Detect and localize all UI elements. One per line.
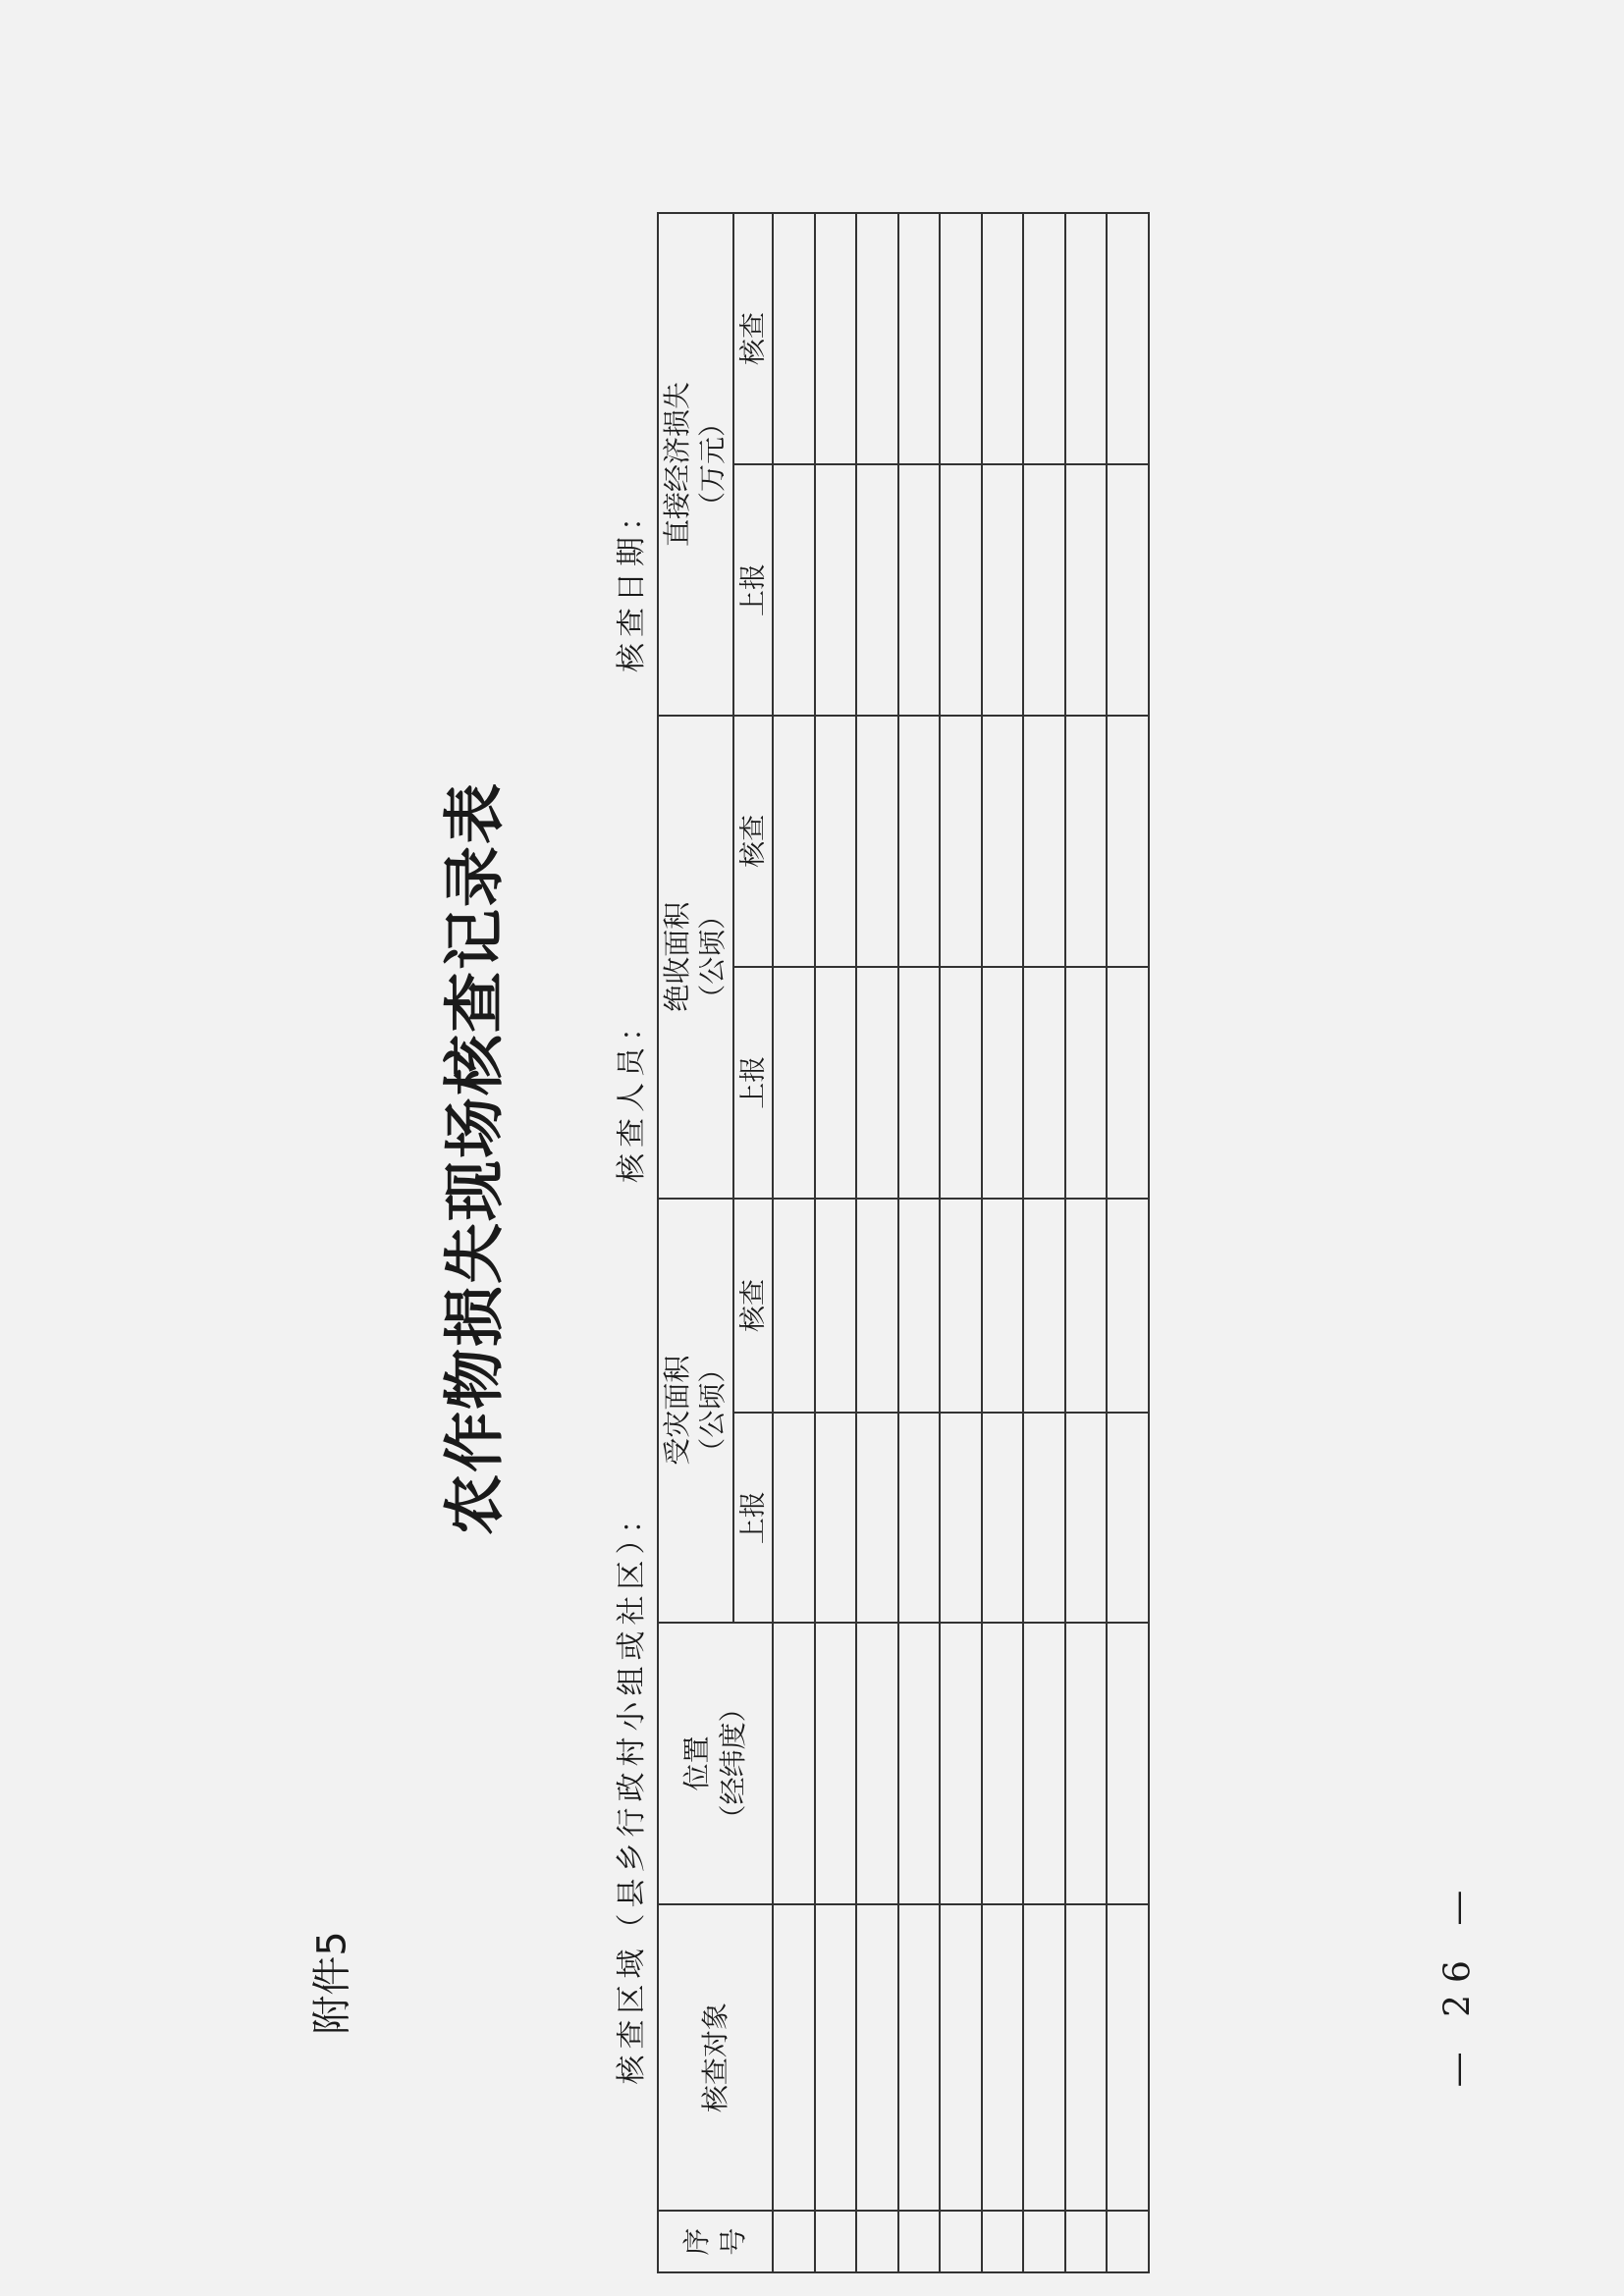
header-position	[658, 1623, 773, 1904]
table-cell[interactable]	[898, 464, 941, 716]
table-cell[interactable]	[1023, 1623, 1065, 1904]
table-cell[interactable]	[1023, 1413, 1065, 1622]
table-cell[interactable]	[815, 1623, 857, 1904]
table-cell[interactable]	[1107, 967, 1149, 1199]
table-row	[982, 213, 1024, 2272]
table-cell[interactable]	[982, 1904, 1024, 2211]
table-cell[interactable]	[940, 1413, 982, 1622]
table-cell[interactable]	[1107, 464, 1149, 716]
table-cell[interactable]	[898, 213, 941, 464]
table-cell[interactable]	[1023, 464, 1065, 716]
header-position-line2: （经纬度）	[716, 1694, 749, 1833]
table-cell[interactable]	[773, 1904, 815, 2211]
table-cell[interactable]	[1065, 213, 1108, 464]
table-cell[interactable]	[1107, 1199, 1149, 1414]
table-cell[interactable]	[898, 716, 941, 967]
table-cell[interactable]	[898, 1904, 941, 2211]
table-cell[interactable]	[815, 967, 857, 1199]
table-row	[1023, 213, 1065, 2272]
header-econ-loss-line2: （万元）	[696, 408, 730, 519]
table-cell[interactable]	[1023, 1904, 1065, 2211]
table-cell[interactable]	[1065, 1904, 1108, 2211]
header-seq-line1: 序	[680, 2227, 714, 2256]
table-cell[interactable]	[940, 2211, 982, 2272]
table-cell[interactable]	[773, 1623, 815, 1904]
subheader-total-loss-reported: 上报	[733, 967, 774, 1199]
table-cell[interactable]	[815, 1199, 857, 1414]
table-cell[interactable]	[940, 1199, 982, 1414]
subheader-econ-loss-verified: 核查	[733, 213, 774, 464]
subheader-affected-reported: 上报	[733, 1413, 774, 1622]
table-cell[interactable]	[815, 1413, 857, 1622]
table-cell[interactable]	[1065, 1413, 1108, 1622]
table-cell[interactable]	[940, 213, 982, 464]
table-cell[interactable]	[898, 2211, 941, 2272]
table-cell[interactable]	[1023, 967, 1065, 1199]
table-cell[interactable]	[982, 1413, 1024, 1622]
header-affected-area	[658, 1199, 733, 1623]
table-cell[interactable]	[815, 2211, 857, 2272]
page-title: 农作物损失现场核查记录表	[438, 780, 511, 1536]
table-row	[940, 213, 982, 2272]
table-cell[interactable]	[856, 2211, 898, 2272]
subheader-total-loss-verified: 核查	[733, 716, 774, 967]
header-seq-line2: 号	[716, 2227, 749, 2256]
table-row	[815, 213, 857, 2272]
table-cell[interactable]	[815, 213, 857, 464]
table-cell[interactable]	[856, 967, 898, 1199]
table-cell[interactable]	[815, 464, 857, 716]
header-target: 核查对象	[658, 1904, 773, 2211]
table-cell[interactable]	[1107, 213, 1149, 464]
table-cell[interactable]	[982, 967, 1024, 1199]
table-cell[interactable]	[898, 1413, 941, 1622]
table-cell[interactable]	[1065, 716, 1108, 967]
table-row	[1107, 213, 1149, 2272]
table-cell[interactable]	[982, 1199, 1024, 1414]
table-cell[interactable]	[773, 967, 815, 1199]
table-cell[interactable]	[1023, 716, 1065, 967]
table-cell[interactable]	[982, 2211, 1024, 2272]
table-cell[interactable]	[773, 464, 815, 716]
table-cell[interactable]	[982, 1623, 1024, 1904]
header-total-loss-line2: （公顷）	[696, 901, 730, 1012]
table-cell[interactable]	[856, 1413, 898, 1622]
header-econ-loss	[658, 213, 733, 716]
table-cell[interactable]	[982, 213, 1024, 464]
table-cell[interactable]	[940, 1623, 982, 1904]
table-cell[interactable]	[1065, 1199, 1108, 1414]
table-cell[interactable]	[773, 2211, 815, 2272]
table-cell[interactable]	[940, 967, 982, 1199]
table-cell[interactable]	[856, 1623, 898, 1904]
table-cell[interactable]	[856, 1904, 898, 2211]
table-cell[interactable]	[773, 1413, 815, 1622]
header-total-loss-line1: 绝收面积	[661, 901, 694, 1012]
table-cell[interactable]	[856, 716, 898, 967]
table-cell[interactable]	[773, 716, 815, 967]
table-row	[1065, 213, 1108, 2272]
table-row	[773, 213, 815, 2272]
table-cell[interactable]	[940, 464, 982, 716]
header-position-line1: 位置	[680, 1735, 714, 1791]
table-cell[interactable]	[815, 1904, 857, 2211]
table-cell[interactable]	[982, 464, 1024, 716]
table-cell[interactable]	[940, 716, 982, 967]
page-number: — 26 —	[1437, 1878, 1479, 2088]
header-seq	[658, 2211, 773, 2272]
header-affected-area-line1: 受灾面积	[661, 1355, 694, 1466]
table-cell[interactable]	[773, 1199, 815, 1414]
table-cell[interactable]	[1023, 1199, 1065, 1414]
subheader-affected-verified: 核查	[733, 1199, 774, 1414]
table-cell[interactable]	[1023, 213, 1065, 464]
verification-table	[657, 212, 1150, 2273]
table-cell[interactable]	[898, 1623, 941, 1904]
table-cell[interactable]	[1107, 1623, 1149, 1904]
table-cell[interactable]	[898, 967, 941, 1199]
table-cell[interactable]	[1065, 967, 1108, 1199]
person-field-label: 核查人员：	[615, 1006, 649, 1183]
attachment-label: 附件5	[309, 1931, 355, 2035]
table-cell[interactable]	[856, 1199, 898, 1414]
table-cell[interactable]	[1107, 2211, 1149, 2272]
table-cell[interactable]	[1065, 464, 1108, 716]
table-row	[898, 213, 941, 2272]
table-cell[interactable]	[940, 1904, 982, 2211]
table-cell[interactable]	[1023, 2211, 1065, 2272]
table-body	[773, 213, 1149, 2272]
table-cell[interactable]	[773, 213, 815, 464]
table-cell[interactable]	[856, 213, 898, 464]
table-cell[interactable]	[1065, 1623, 1108, 1904]
subheader-econ-loss-reported: 上报	[733, 464, 774, 716]
table-cell[interactable]	[856, 464, 898, 716]
table-cell[interactable]	[815, 716, 857, 967]
table-cell[interactable]	[898, 1199, 941, 1414]
header-affected-area-line2: （公顷）	[696, 1355, 730, 1466]
table-cell[interactable]	[1107, 716, 1149, 967]
table-cell[interactable]	[1107, 1413, 1149, 1622]
table-row	[856, 213, 898, 2272]
date-field-label: 核查日期：	[615, 496, 649, 672]
header-total-loss-area	[658, 716, 733, 1199]
table-cell[interactable]	[982, 716, 1024, 967]
area-field-label: 核查区域（县乡行政村小组或社区）：	[615, 1498, 649, 2085]
table-cell[interactable]	[1065, 2211, 1108, 2272]
table-cell[interactable]	[1107, 1904, 1149, 2211]
header-econ-loss-line1: 直接经济损失	[661, 381, 694, 547]
